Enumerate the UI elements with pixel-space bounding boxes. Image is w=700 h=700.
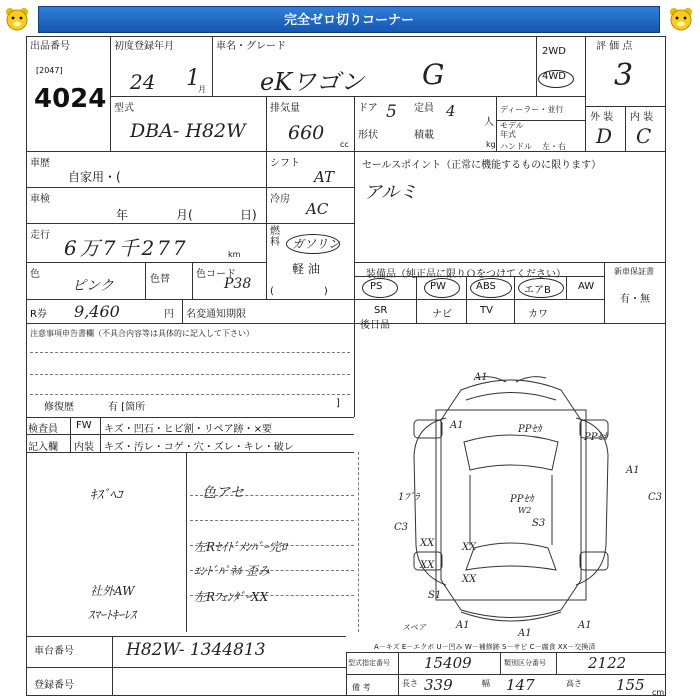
history-label: 車歴: [30, 158, 50, 169]
fw-label: FW: [76, 420, 92, 431]
overall-score: 3: [614, 58, 634, 93]
chassis-label: 車台番号: [34, 646, 74, 657]
color-code-label: 色コード: [196, 269, 236, 280]
repair-label: 修復歴: [44, 402, 74, 413]
int-label: 内 装: [630, 112, 654, 123]
class-label: 類別区分番号: [504, 659, 546, 667]
length-value: 339: [424, 676, 453, 694]
equip-navi: ナビ: [432, 309, 452, 320]
remark-4: ｴﾝﾄﾞﾊﾟﾈﾙ 歪み: [194, 564, 270, 578]
inspection-day-unit: 日): [240, 208, 257, 222]
repair-value: 有 [箇所: [108, 402, 146, 413]
equip-leather: カワ: [528, 309, 548, 320]
entry-label: 記入欄: [28, 442, 58, 453]
displacement-value: 660: [288, 122, 325, 144]
reg-month: 1: [186, 66, 200, 91]
mark-pp-1: PPｾｶ: [518, 424, 542, 435]
mark-xx-2: XX: [462, 542, 477, 553]
ac-label: 冷房: [270, 194, 290, 205]
equip-tv: TV: [480, 305, 493, 316]
mark-xx-1: XX: [420, 538, 435, 549]
capacity-unit: 人: [484, 117, 494, 128]
mark-a1-rear: A1: [518, 628, 532, 639]
reg-month-unit: 月: [198, 85, 206, 94]
mascot-bear-right-icon: [668, 6, 694, 32]
new-warranty-label: 新車保証書: [614, 267, 654, 276]
cm-unit: cm: [652, 688, 665, 697]
shape-label: 形状: [358, 130, 378, 141]
int-items: キズ・汚レ・コゲ・穴・ズレ・キレ・破レ: [104, 442, 294, 453]
load-label: 積載: [414, 130, 434, 141]
mileage-label: 走行: [30, 230, 50, 241]
yen-unit: 円: [164, 309, 174, 320]
doors-label: ドア: [358, 103, 378, 114]
fuel-gas: ガソリン: [292, 237, 341, 251]
shift-value: AT: [314, 168, 335, 186]
width-value: 147: [506, 676, 535, 694]
color-value: ピンク: [72, 278, 114, 294]
handle-label: ハンドル: [500, 142, 532, 151]
int-row-label: 内装: [74, 442, 94, 453]
first-reg-label: 初度登録年月: [114, 41, 174, 52]
length-label: 長さ: [402, 679, 418, 688]
capacity-label: 定員: [414, 103, 434, 114]
mark-a1-rl: A1: [456, 620, 470, 631]
km-unit: km: [228, 250, 241, 259]
inspection-month-unit: 月(: [176, 208, 193, 222]
lot-number: 4024: [34, 84, 107, 114]
sales-value: アルミ: [364, 182, 418, 203]
color-code: P38: [224, 276, 252, 292]
remark-5: 左RﾌｪﾝﾀﾞｰXX: [194, 590, 269, 604]
kg-unit: kg: [486, 140, 496, 149]
equip-abs: ABS: [476, 281, 496, 292]
mark-pp-3: PPｾｶ: [510, 494, 534, 505]
mileage-change-label: 名変通知期限: [186, 309, 246, 320]
sales-label: セールスポイント（正常に機能するものに限ります）: [362, 160, 602, 171]
mileage-value: 6万7千277: [64, 236, 189, 260]
model-code: DBA- H82W: [130, 120, 246, 142]
banner-title: 完全ゼロ切りコーナー: [38, 6, 660, 33]
remark-3: 左Rｾｲﾄﾞﾒﾝﾊﾞｰ完ﾛ: [194, 540, 288, 554]
mark-pp-2: PPｾｶ: [584, 432, 608, 443]
dealer-label: ディーラー・並行: [500, 105, 564, 114]
equip-airbag: エアB: [524, 285, 551, 296]
mark-a1-fr: A1: [626, 465, 640, 476]
equip-label: 装備品（純正品に限りＯをつけてください）: [366, 269, 566, 280]
type-cert-value: 15409: [424, 654, 472, 672]
reg-label: 登録番号: [34, 680, 74, 691]
width-label: 幅: [482, 679, 490, 688]
car-damage-diagram: [356, 330, 666, 630]
score-label: 評 価 点: [596, 41, 633, 52]
drive-2wd: 2WD: [542, 46, 566, 57]
recycle-label: R券: [30, 309, 47, 320]
notes-label: 後日品: [360, 320, 390, 331]
handle-options: 左・右: [542, 142, 566, 151]
inspection-year-unit: 年: [116, 208, 129, 222]
color-change-label: 色替: [150, 274, 170, 285]
fuel-diesel: 軽 油: [292, 262, 320, 276]
mark-a1-top: A1: [474, 372, 488, 383]
mark-a1-fl: A1: [450, 420, 464, 431]
checker-label: 検査員: [28, 424, 58, 435]
fw-items: キズ・凹石・ヒビ割・リペア跡・×要: [104, 424, 272, 435]
displacement-label: 排気量: [270, 103, 300, 114]
remark-1: ｷｽﾞﾍｺ: [90, 488, 123, 503]
mark-1bura: 1ﾌﾞﾗ: [398, 492, 420, 503]
shift-label: シフト: [270, 158, 300, 169]
height-value: 155: [616, 676, 645, 694]
equip-sr: SR: [374, 305, 388, 316]
chassis-value: H82W- 1344813: [126, 640, 266, 660]
declare-label: 注意事項申告書欄（不具合内容等は具体的に記入して下さい）: [30, 329, 254, 338]
remarks-label: 備 考: [352, 683, 371, 692]
ext-label: 外 装: [590, 112, 614, 123]
mark-c3-left: C3: [394, 522, 409, 533]
warranty-value: 有・無: [620, 294, 650, 305]
ext-score: D: [596, 124, 613, 148]
mark-c3-right: C3: [648, 492, 663, 503]
mark-spare: スペア: [402, 623, 426, 632]
mascot-bear-left-icon: [4, 6, 30, 32]
mark-xx-3: XX: [420, 560, 435, 571]
history-value: 自家用・(: [68, 170, 121, 184]
equip-pw: PW: [430, 281, 446, 292]
damage-legend: A－キズ E－エクボ U－凹み W－補修跡 S－サビ C－腐食 XX－交換済: [374, 643, 596, 651]
equip-aw: AW: [578, 281, 595, 292]
fuel-paren: ( ): [270, 286, 328, 297]
car-name: eKワゴン: [260, 68, 365, 96]
model-label: 車名・グレード: [216, 41, 286, 52]
recycle-value: 9,460: [74, 302, 120, 321]
int-score: C: [636, 124, 652, 148]
class-value: 2122: [588, 654, 627, 672]
ac-value: AC: [306, 200, 329, 218]
drive-4wd: 4WD: [542, 71, 566, 82]
color-label: 色: [30, 269, 40, 280]
remark-2: 色アセ: [202, 485, 244, 501]
type-cert-label: 型式指定番号: [348, 659, 390, 667]
car-grade: G: [422, 58, 445, 91]
remark-7: ｽﾏｰﾄｷｰﾚｽ: [88, 608, 137, 622]
mark-w2: W2: [518, 506, 532, 515]
repair-bracket: ]: [336, 398, 340, 409]
mark-s1: S1: [428, 590, 442, 601]
equip-ps: PS: [370, 281, 383, 292]
lot-code: [2047]: [36, 66, 63, 75]
height-label: 高さ: [566, 679, 582, 688]
fuel-label: 燃料: [270, 226, 280, 248]
cc-unit: cc: [340, 140, 349, 149]
type-label: 型式: [114, 103, 134, 114]
inspection-label: 車検: [30, 194, 50, 205]
mark-a1-rr: A1: [578, 620, 592, 631]
remark-6: 社外AW: [90, 584, 135, 598]
mark-s3: S3: [532, 518, 546, 529]
lot-label: 出品番号: [30, 41, 70, 52]
doors-value: 5: [386, 102, 397, 122]
reg-year: 24: [130, 70, 156, 94]
mark-xx-4: XX: [462, 574, 477, 585]
model-year-label: モデル年式: [500, 121, 524, 139]
capacity-value: 4: [446, 102, 456, 120]
